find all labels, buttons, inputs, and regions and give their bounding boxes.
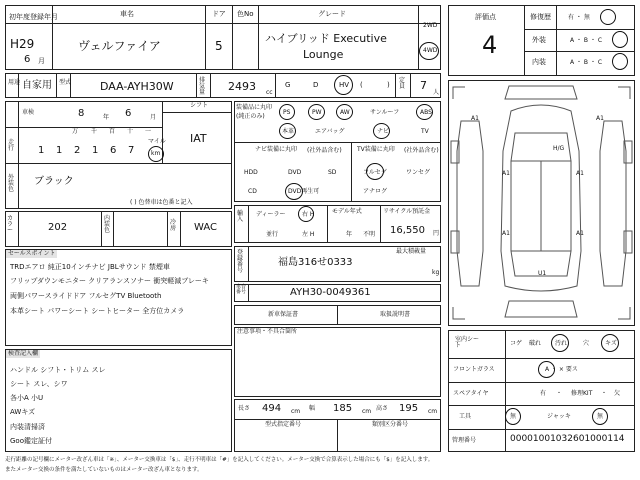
color-code: 202 (48, 222, 68, 233)
notes-box (234, 327, 441, 397)
interior-options: A ・ B ・ C (570, 59, 603, 66)
spare-opt-0: 有 (540, 390, 547, 397)
exterior-color-label: 外装色 (8, 174, 15, 193)
door-label: ドア (212, 10, 226, 18)
height: 195 (399, 403, 419, 414)
inspector-line-4: 内装清掃済 (10, 423, 45, 431)
odo-label: 走行 (8, 139, 15, 152)
capacity: 7 (420, 79, 427, 92)
equip-abs: ABS (420, 109, 432, 116)
diagram-label-4: H/G (553, 145, 565, 152)
odo-digit-2: 2 (74, 145, 81, 156)
fuel-open: ( (360, 81, 363, 89)
reg-month: 6 (24, 54, 31, 65)
repair-options: 有 ・ 無 (568, 14, 590, 21)
model-value: DAA-AYH30W (100, 80, 174, 93)
tools-circle (505, 408, 521, 425)
odo-digit-header-0: 万 (72, 128, 79, 135)
import-dealer: ディーラー (256, 211, 286, 218)
interior-label: 内装 (532, 58, 546, 66)
equip-ps-circle (279, 104, 295, 120)
interior-color-label: 内装色 (104, 215, 111, 234)
fuel-hv: HV (339, 81, 350, 89)
equip-abs-circle (416, 104, 433, 120)
month-unit: 月 (38, 57, 45, 65)
diagram-label-3: A1 (576, 170, 584, 177)
inspection-month: 6 (125, 108, 132, 119)
odo-digit-header-1: 千 (91, 128, 98, 135)
score: 4 (482, 31, 498, 59)
fuel-d: D (313, 81, 319, 89)
spare-label: スペアタイヤ (453, 390, 489, 397)
odo-digit-header-2: 百 (109, 128, 116, 135)
equip-pw-circle (308, 104, 325, 120)
fuel-g: G (285, 81, 291, 89)
repair-circle (600, 9, 616, 25)
inspection-year-unit: 年 (103, 114, 110, 121)
equip-airbag: エアバッグ (315, 128, 345, 135)
yen: 円 (433, 230, 440, 237)
tools-value: 無 (510, 413, 517, 420)
plate-value: 福島316せ0333 (278, 257, 353, 268)
equip-leather: 本革 (282, 128, 295, 135)
color-code-label: カラー (7, 215, 14, 234)
navi-dvd-play-circle (285, 183, 303, 200)
exterior-color: ブラック (34, 176, 74, 187)
diagram-label-0: A1 (471, 115, 479, 122)
plate-label: 登録番号 (237, 249, 244, 274)
management-value: 00001001032601000114 (510, 434, 625, 444)
equipment-title: 装備品に丸印 (236, 104, 273, 111)
length: 494 (262, 403, 282, 414)
sales-points-title: セールスポイント (8, 250, 56, 257)
tv-fullseg-circle (366, 163, 384, 180)
displacement-label: 排気量 (199, 77, 206, 96)
sales-line-1: フリップダウンモニター クリアランスソナー 衝突軽減ブレーキ (10, 277, 209, 285)
navi-dvd: DVD (288, 169, 302, 176)
diagram-label-1: A1 (596, 115, 604, 122)
width: 185 (333, 403, 353, 414)
car-name-label: 車名 (120, 10, 134, 18)
odo-digit-0: 1 (38, 145, 45, 156)
navi-cd: CD (248, 188, 257, 195)
model-year-label: モデル年式 (332, 208, 362, 215)
navi-sd: SD (328, 169, 337, 176)
type-label: 型式指定番号 (265, 421, 302, 428)
equipment-subtitle: (純正のみ) (236, 113, 265, 120)
equip-navi-circle (373, 123, 390, 139)
grade-line2: Lounge (303, 48, 344, 61)
height-cm: cm (428, 408, 438, 415)
inspector-line-1: シート スレ、シワ (10, 380, 68, 388)
reg-year: H29 (10, 37, 35, 51)
warranty-manual: 取扱説明書 (380, 311, 411, 318)
odo-digit-header-3: 十 (127, 128, 134, 135)
km-circle (148, 146, 164, 162)
seat-item-4: キズ (605, 340, 617, 347)
jack-label: ジャッキ (547, 413, 571, 420)
navi-hdd: HDD (244, 169, 258, 176)
use-label: 用途 (8, 79, 21, 86)
inspector-line-5: Goo鑑定証付 (10, 437, 52, 445)
chassis-label: 車台番号 (236, 284, 247, 295)
equip-aw: AW (340, 109, 350, 116)
length-cm: cm (291, 408, 301, 415)
km-label: km (151, 150, 161, 157)
use-value: 自家用 (22, 80, 52, 91)
import-left: 左 H (302, 231, 315, 238)
sales-line-2: 両側パワースライドドア フルセグTV Bluetooth (10, 292, 162, 300)
windshield-circle (538, 361, 555, 378)
doors: 5 (215, 39, 223, 53)
odo-digit-header-4: 一 (145, 128, 152, 135)
seat-item-1: 破れ (529, 340, 542, 347)
grade-label: グレード (318, 10, 346, 18)
length-label: 長さ (238, 405, 251, 412)
inspector-line-2: 各小A 小U (10, 394, 44, 402)
inspector-notes-title: 検査記入欄 (8, 350, 39, 357)
tv-title: TV装備に丸印 (357, 146, 395, 153)
width-label: 幅 (309, 405, 316, 412)
recycle-label: リサイクル預託金 (383, 208, 431, 215)
cc: cc (266, 89, 273, 96)
footer-line2: またメーター交換の条件を満たしていないものはメーター改ざん車となります。 (5, 467, 203, 473)
color-no-label: 色No (237, 10, 254, 18)
mile-label: マイル (148, 138, 166, 145)
import-label: 輸入 (237, 210, 244, 223)
jack-circle (592, 408, 608, 425)
capacity-label: 定員 (399, 77, 406, 90)
tv-fullseg: フルセグ (363, 169, 387, 176)
grade-line1: ハイブリッド Executive (265, 32, 387, 45)
warranty-new: 新車保証書 (268, 311, 299, 318)
navi-dvd-play: DVD再生可 (288, 188, 320, 195)
fourwd: 4WD (423, 47, 438, 54)
recycle-value: 16,550 (390, 225, 425, 236)
seat-item-0: コゲ (510, 340, 523, 347)
tv-sub: (社外品含む) (404, 147, 439, 154)
spare-opt-4: 欠 (614, 390, 621, 397)
navi-sub: (社外品含む) (307, 147, 342, 154)
sales-line-0: TRDエアロ 純正10インチナビ JBLサウンド 禁煙車 (10, 263, 170, 271)
shift: IAT (190, 132, 207, 145)
windshield-options: A ・ × 要ス (545, 366, 578, 373)
navi-title: ナビ装備に丸印 (255, 146, 298, 153)
class-label: 類別区分番号 (372, 421, 409, 428)
seat-item-2: 汚れ (555, 340, 568, 347)
import-right-circle (298, 206, 314, 222)
management-label: 管理番号 (452, 437, 477, 444)
exterior-circle (612, 31, 628, 48)
car-name: ヴェルファイア (78, 39, 161, 53)
score-label: 評価点 (475, 13, 496, 21)
fuel-hv-circle (334, 75, 353, 95)
notes-label: 注意事項・不具合箇所 (237, 328, 298, 335)
spare-opt-3: ・ (601, 390, 608, 397)
jack-value: 無 (597, 413, 604, 420)
equip-ps: PS (283, 109, 291, 116)
repair-label: 修復歴 (530, 13, 551, 21)
fourwd-circle (419, 42, 439, 60)
ac-label: 冷房 (170, 219, 177, 232)
diagram-label-7: U1 (538, 270, 547, 277)
ac-value: WAC (194, 222, 217, 233)
tv-oneseg: ワンセグ (406, 169, 431, 176)
odo-digit-4: 6 (110, 145, 117, 156)
seat-label: 室内シート (455, 336, 480, 349)
persons: 人 (433, 89, 440, 96)
inspector-line-3: AWキズ (10, 408, 36, 416)
inspection-month-unit: 月 (150, 114, 157, 121)
tv-analog: アナログ (363, 188, 388, 195)
tools-label: 工具 (459, 413, 472, 420)
inspector-line-0: ハンドル シフト・トリム スレ (10, 366, 106, 374)
odo-digit-5: 7 (128, 145, 135, 156)
car-diagram-box (448, 80, 635, 326)
kg: kg (432, 269, 440, 276)
model-year-unit: 年 (346, 231, 353, 238)
windshield-label: フロントガラス (453, 366, 495, 373)
equip-pw: PW (312, 109, 322, 116)
seat-scratch-circle (601, 334, 619, 352)
spare-opt-2: 修理KIT (571, 390, 593, 397)
exterior-options: A ・ B ・ C (570, 37, 603, 44)
displacement: 2493 (228, 80, 256, 93)
sales-line-3: 本革シート パワーシート シートヒーター 全方位カメラ (10, 307, 185, 315)
equip-navi: ナビ (377, 128, 390, 135)
diagram-label-2: A1 (502, 170, 510, 177)
footer-line1: 走行距離の記号欄にメーター改ざん車は「※」、メーター交換車は「$」、走行不明車は「#」を記入してください。メーター交換で合算表示した場合にも「$」を記入します。 (5, 457, 434, 463)
import-right: 右 H (302, 211, 315, 218)
width-cm: cm (362, 408, 372, 415)
height-label: 高さ (376, 405, 389, 412)
twowd: 2WD (423, 22, 438, 29)
equip-tv: TV (421, 128, 429, 135)
chassis-value: AYH30-0049361 (290, 287, 371, 298)
model-label: 型式 (59, 79, 72, 86)
model-year-unknown: 不明 (363, 231, 376, 238)
odo-digit-3: 1 (92, 145, 99, 156)
inspection-year: 8 (78, 108, 85, 119)
weight-label: 最大積載量 (396, 248, 427, 255)
spare-opt-1: ・ (556, 390, 563, 397)
import-parallel: 並行 (266, 231, 279, 238)
inspection-label: 車検 (22, 109, 35, 116)
seat-dirt-circle (551, 334, 569, 352)
interior-circle (612, 53, 628, 70)
diagram-label-6: A1 (576, 230, 584, 237)
reg-year-label: 初年度登録年月 (9, 13, 58, 21)
exterior-note: ( ) 色替車は色番と記入 (130, 199, 193, 206)
exterior-label: 外装 (532, 36, 546, 44)
fuel-close: ) (387, 81, 390, 89)
equip-sunroof: サンルーフ (370, 109, 400, 116)
diagram-label-5: A1 (502, 230, 510, 237)
equip-leather-circle (279, 123, 296, 139)
odo-digit-1: 1 (56, 145, 63, 156)
seat-item-3: 穴 (583, 340, 590, 347)
shift-label: シフト (190, 102, 209, 109)
equip-aw-circle (336, 104, 353, 120)
